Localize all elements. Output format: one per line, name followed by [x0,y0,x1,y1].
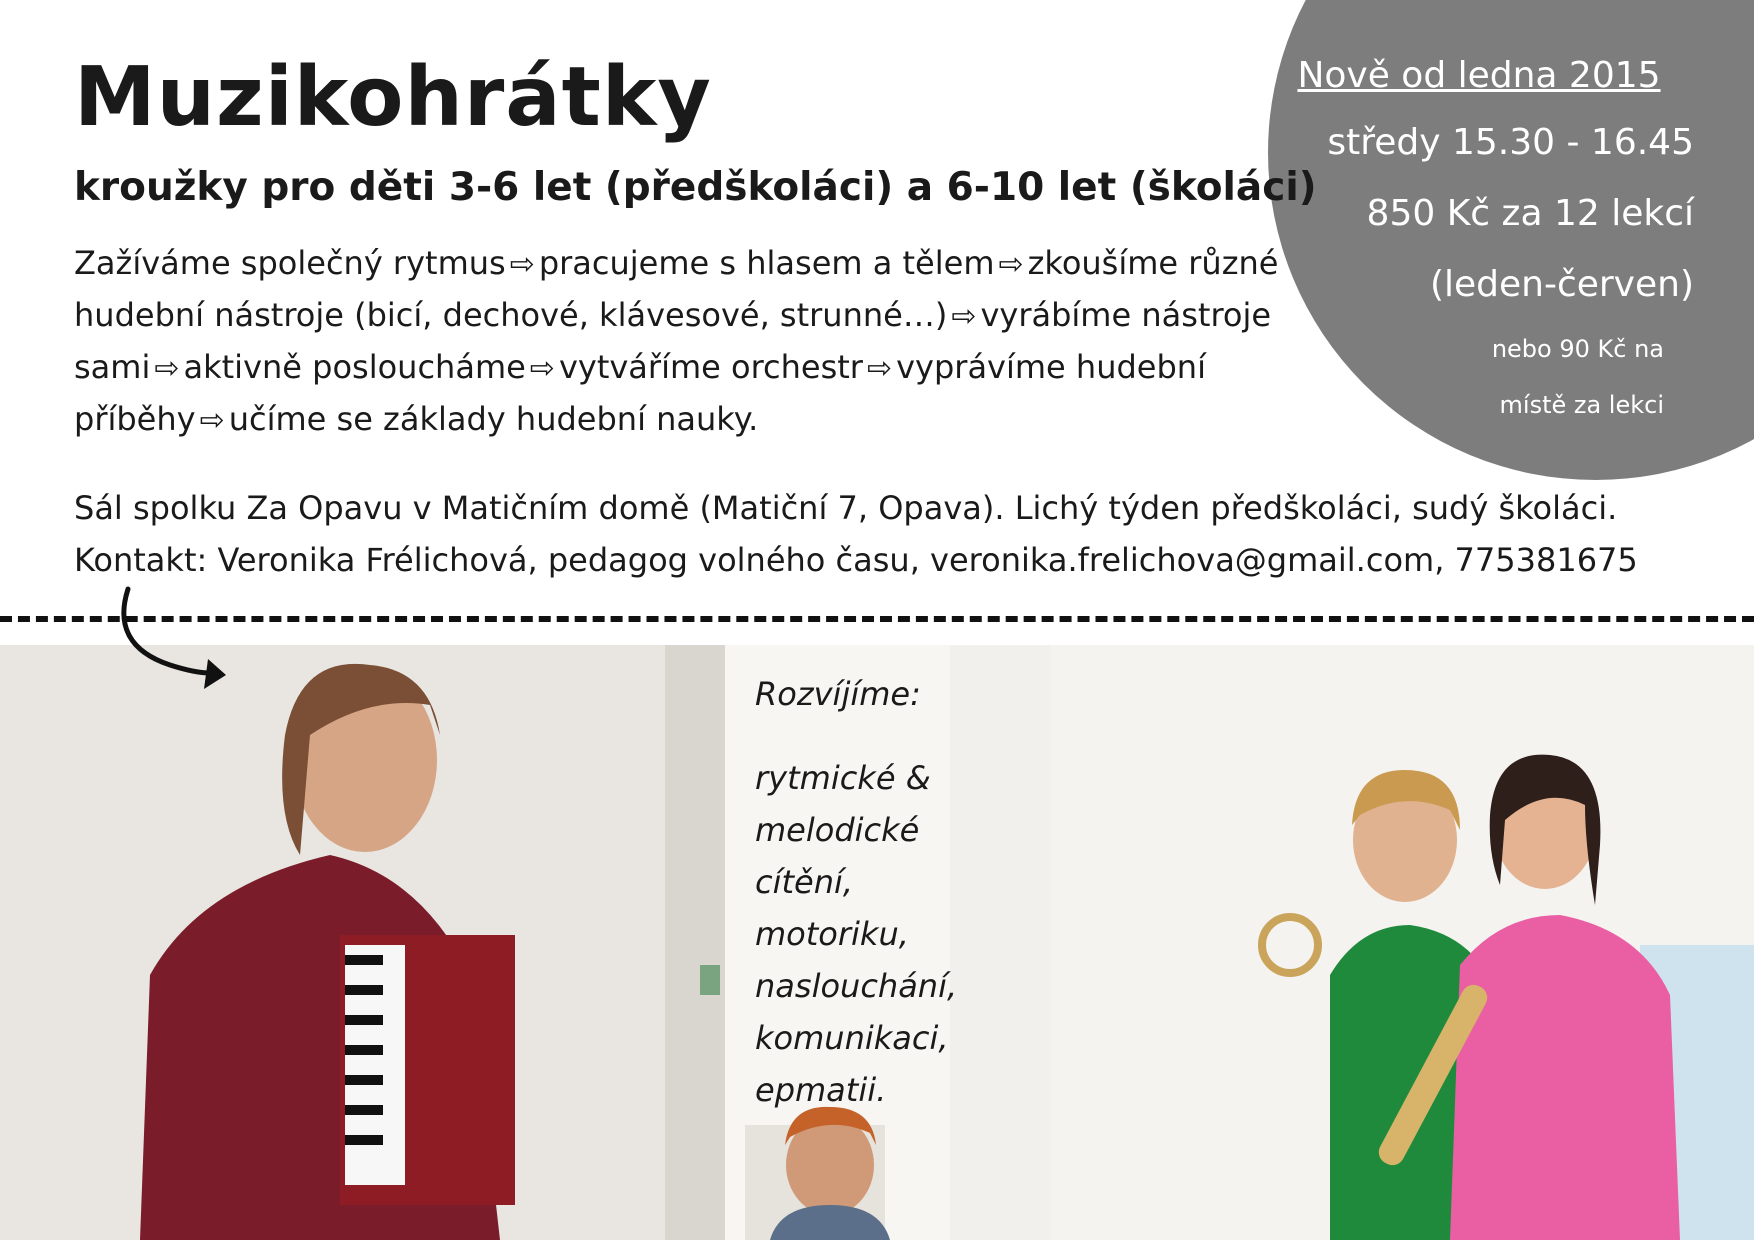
develop-text [755,668,957,1116]
venue-text: Sál spolku Za Opavu v Matičním domě (Matiční 7, Opava). Lichý týden předškoláci, sudý školáci. [74,489,1618,527]
activity-item: aktivně posloucháme [183,348,526,386]
develop-item: naslouchání, [755,967,958,1005]
schedule-period: (leden-červen) [1429,264,1694,305]
schedule-alt-price-1: nebo 90 Kč na [1491,335,1664,363]
activity-item: Zažíváme společný rytmus [74,244,506,282]
arrow-right-icon: ⇨ [509,247,535,282]
activity-item: učíme se základy hudební nauky. [228,400,759,438]
activities-paragraph [74,238,1284,446]
curved-arrow-icon [100,585,230,725]
develop-item: komunikaci, [755,1019,949,1057]
activity-item: vytváříme orchestr [558,348,863,386]
arrow-right-icon: ⇨ [154,351,180,386]
activity-item: zkoušíme různé hudební nástroje (bicí, dechové, klávesové, strunné…) [74,244,1279,334]
activity-item: vyprávíme hudební příběhy [74,348,1206,438]
schedule-block [1224,55,1694,447]
arrow-right-icon: ⇨ [199,403,225,438]
develop-heading: Rozvíjíme: [755,675,921,713]
arrow-right-icon: ⇨ [866,351,893,386]
activity-item: vyrábíme nástroje sami [74,296,1272,386]
develop-item: epmatii. [755,1071,887,1109]
develop-item: rytmické & [755,759,931,797]
info-block [74,482,1638,586]
schedule-alt-price-2: místě za lekci [1499,391,1664,419]
contact-text: Kontakt: Veronika Frélichová, pedagog volného času, veronika.frelichova@gmail.com, 775381675 [74,541,1638,579]
develop-item: motoriku, [755,915,909,953]
page-subtitle: kroužky pro děti 3-6 let (předškoláci) a 6-10 let (školáci) [74,165,1317,210]
activity-item: pracujeme s hlasem a tělem [538,244,995,282]
arrow-right-icon: ⇨ [529,351,555,386]
page-title: Muzikohrátky [74,50,712,145]
arrow-right-icon: ⇨ [951,299,977,334]
schedule-day-time: středy 15.30 - 16.45 [1327,122,1694,163]
schedule-heading: Nově od ledna 2015 [1297,55,1661,96]
schedule-price: 850 Kč za 12 lekcí [1366,193,1694,234]
develop-item: cítění, [755,863,854,901]
develop-item: melodické [755,811,920,849]
cut-divider [0,616,1754,622]
arrow-right-icon: ⇨ [998,247,1024,282]
